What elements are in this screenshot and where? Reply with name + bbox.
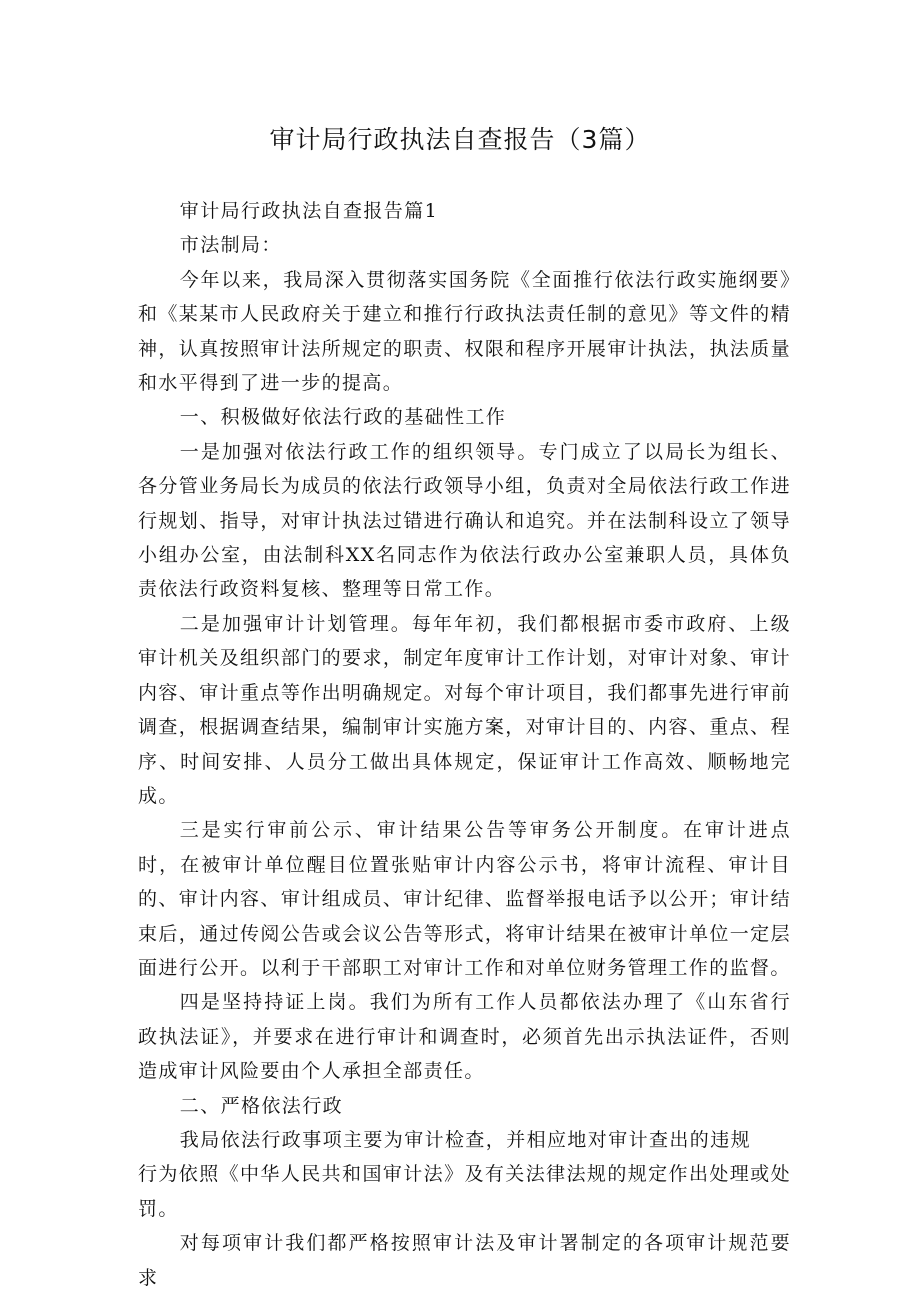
paragraph-audit-plan: 二是加强审计计划管理。每年年初，我们都根据市委市政府、上级审计机关及组织部门的要求，制定年度审计工作计划，对审计对象、审计内容、审计重点等作出明确规定。对每个审计项目，我们都事先进行审前调查，根据调查结果，编制审计实施方案，对审计目的、内容、重点、程序、时间安排、人员分工做出具体规定，保证审计工作高效、顺畅地完成。 [138, 612, 791, 807]
paragraph-intro: 今年以来，我局深入贯彻落实国务院《全面推行依法行政实施纲要》和《某某市人民政府关于建立和推行行政执法责任制的意见》等文件的精神，认真按照审计法所规定的职责、权限和程序开展审计执法，执法质量和水平得到了进一步的提高。 [138, 268, 791, 395]
section-heading-1: 一、积极做好依法行政的基础性工作 [179, 406, 507, 429]
paragraph-audit-standards: 对每项审计我们都严格按照审计法及审计署制定的各项审计规范要求 [138, 1232, 791, 1289]
section-heading-2: 二、严格依法行政 [179, 1094, 343, 1117]
paragraph-audit-scope-continued: 行为依照《中华人民共和国审计法》及有关法律法规的规定作出处理或处罚。 [138, 1163, 791, 1220]
paragraph-organization: 一是加强对依法行政工作的组织领导。专门成立了以局长为组长、各分管业务局长为成员的依法行政领导小组，负责对全局依法行政工作进行规划、指导，对审计执法过错进行确认和追究。并在法制科设立了领导小组办公室，由法制科XX名同志作为依法行政办公室兼职人员，具体负责依法行政资料复核、整理等日常工作。 [138, 440, 791, 601]
section-heading-part1: 审计局行政执法自查报告篇1 [179, 200, 439, 222]
salutation: 市法制局： [179, 234, 282, 257]
paragraph-audit-scope: 我局依法行政事项主要为审计检查，并相应地对审计查出的违规 [179, 1128, 751, 1151]
paragraph-certification: 四是坚持持证上岗。我们为所有工作人员都依法办理了《山东省行政执法证》，并要求在进行审计和调查时，必须首先出示执法证件，否则造成审计风险要由个人承担全部责任。 [138, 991, 791, 1083]
document-title: 审计局行政执法自查报告（3篇） [269, 125, 651, 154]
paragraph-disclosure: 三是实行审前公示、审计结果公告等审务公开制度。在审计进点时，在被审计单位醒目位置张贴审计内容公示书，将审计流程、审计目的、审计内容、审计组成员、审计纪律、监督举报电话予以公开；审计结束后，通过传阅公告或会议公告等形式，将审计结果在被审计单位一定层面进行公开。以利于干部职工对审计工作和对单位财务管理工作的监督。 [138, 819, 791, 979]
document-body [138, 194, 791, 1295]
